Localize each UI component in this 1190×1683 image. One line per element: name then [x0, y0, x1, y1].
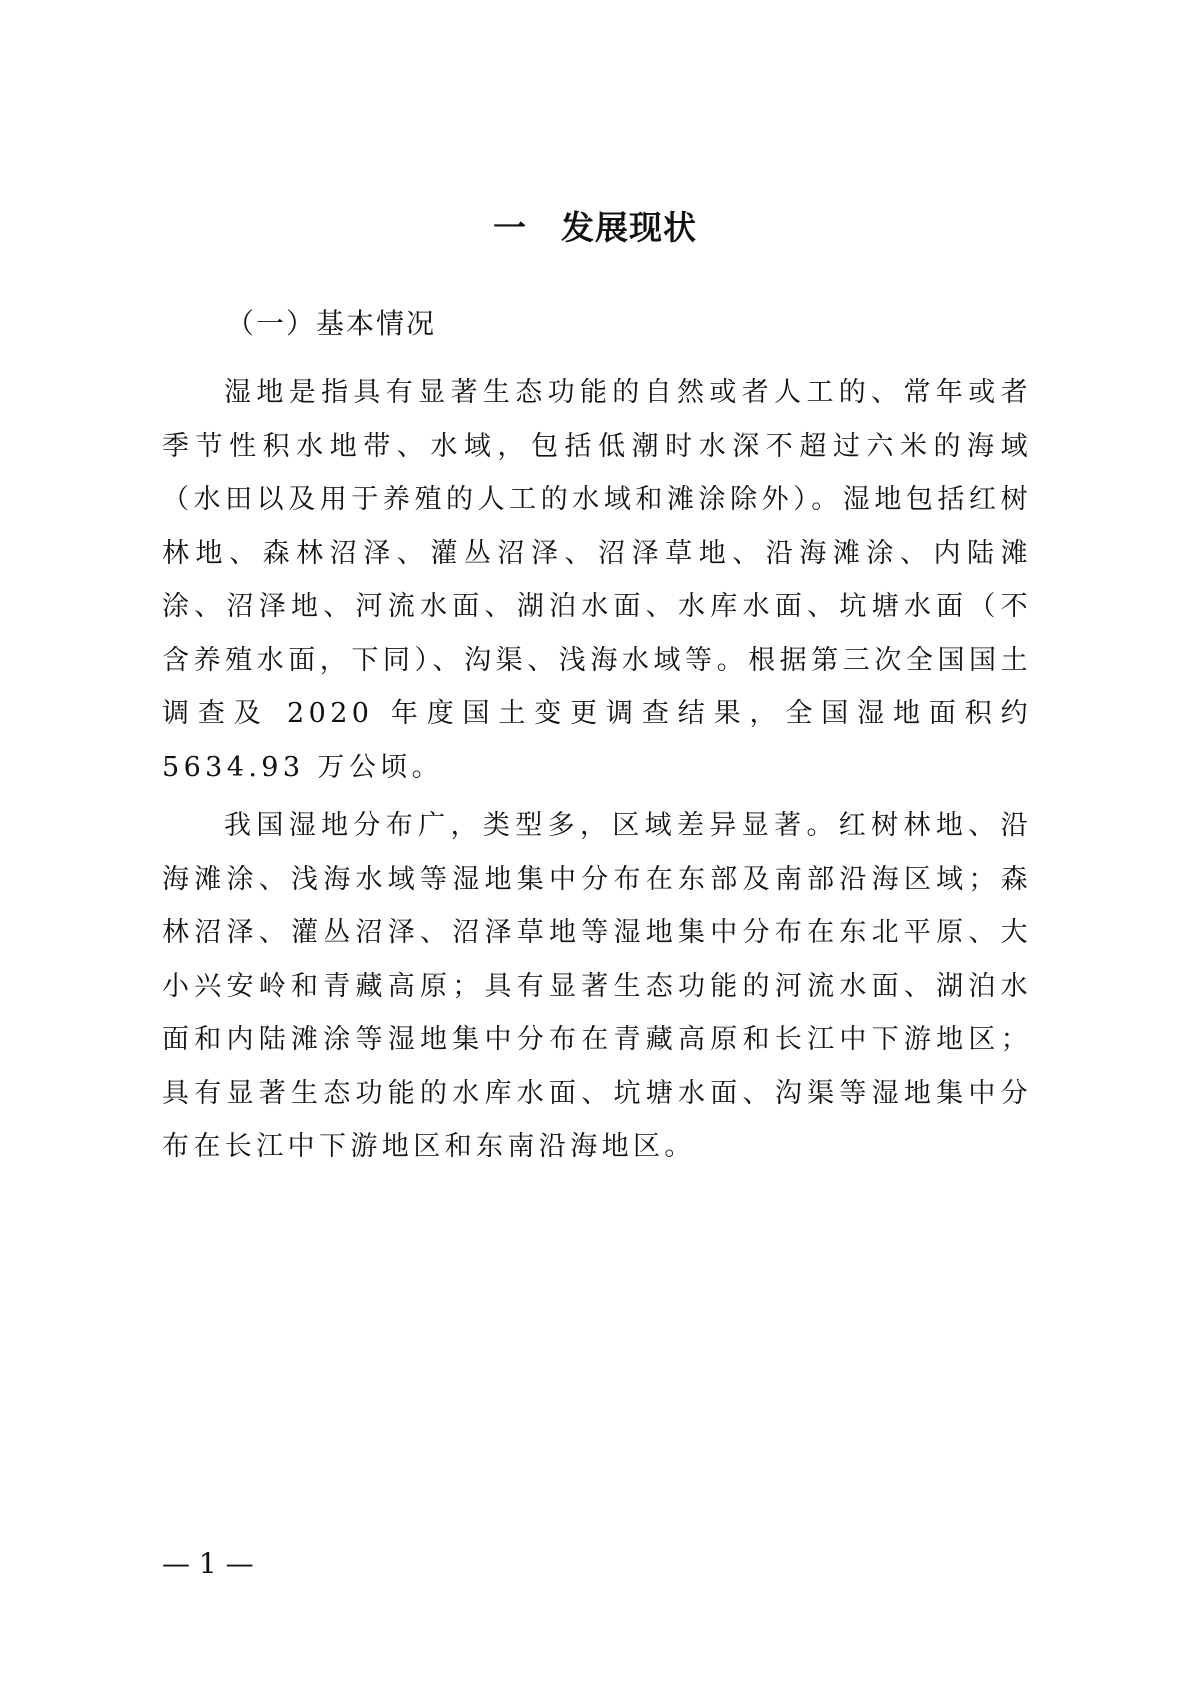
section-title: 一 发展现状 [493, 208, 697, 247]
body-text [162, 366, 1032, 1179]
paragraph-definition: 湿地是指具有显著生态功能的自然或者人工的、常年或者季节性积水地带、水域，包括低潮时水深不超过六米的海域（水田以及用于养殖的人工的水域和滩涂除外）。湿地包括红树林地、森林沼泽、灌丛沼泽、沼泽草地、沿海滩涂、内陆滩涂、沼泽地、河流水面、湖泊水面、水库水面、坑塘水面（不含养殖水面，下同）、沟渠、浅海水域等。根据第三次全国国土调查及 2020 年度国土变更调查结果，全国湿地面积约 5634.93 万公顷。 [162, 377, 1032, 783]
page-number: — 1 — [162, 1547, 254, 1580]
paragraph-distribution: 我国湿地分布广，类型多，区域差异显著。红树林地、沿海滩涂、浅海水域等湿地集中分布在东部及南部沿海区域；森林沼泽、灌丛沼泽、沼泽草地等湿地集中分布在东北平原、大小兴安岭和青藏高原；具有显著生态功能的河流水面、湖泊水面和内陆滩涂等湿地集中分布在青藏高原和长江中下游地区；具有显著生态功能的水库水面、坑塘水面、沟渠等湿地集中分布在长江中下游地区和东南沿海地区。 [162, 810, 1032, 1162]
subsection-heading: （一）基本情况 [226, 307, 437, 340]
